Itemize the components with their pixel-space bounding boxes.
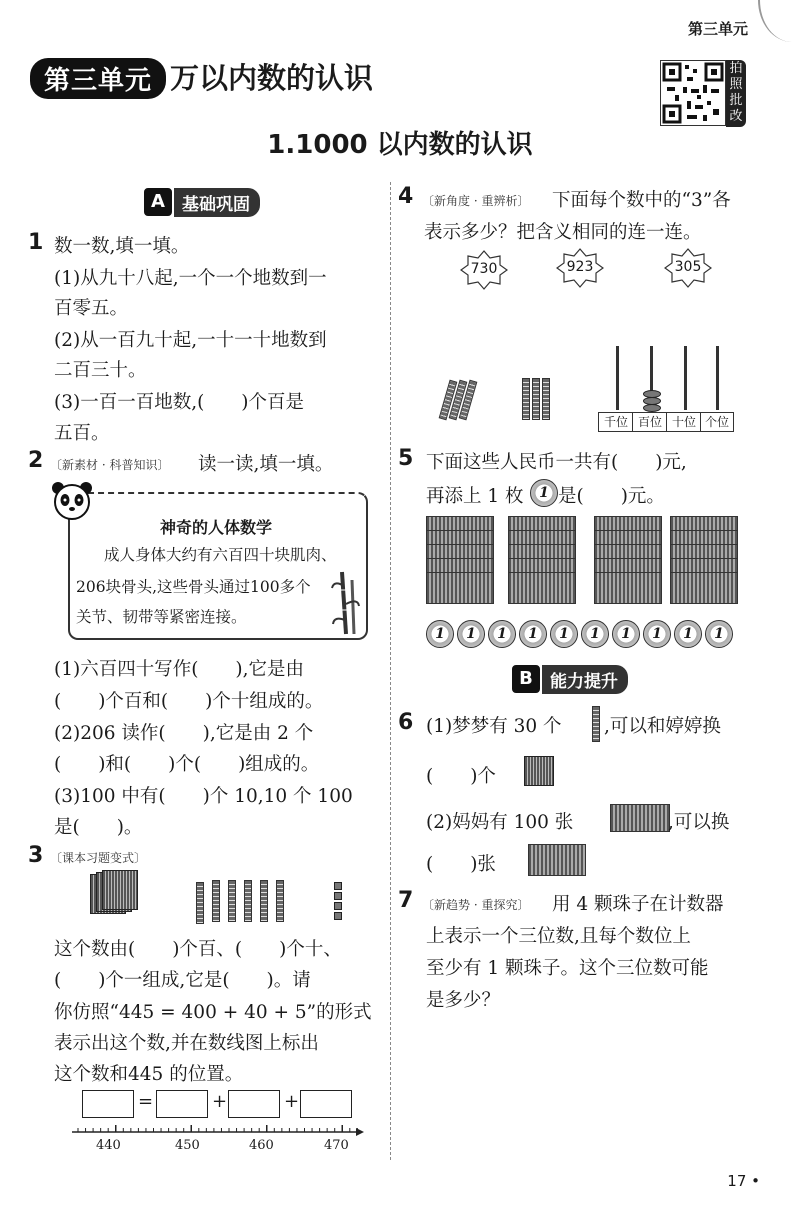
unit-cube xyxy=(334,902,342,910)
scan-grading-tag: 拍照批改 xyxy=(726,60,746,127)
q6-line-2: ( )个 xyxy=(426,766,496,787)
question-2-stem: 读一读,填一填。 xyxy=(198,454,334,475)
lesson-title: 1.1000 以内数的认识 xyxy=(267,130,533,160)
ten-rod xyxy=(196,882,204,924)
q4-line-2: 表示多少？把含义相同的连一连。 xyxy=(424,222,702,243)
question-6-number: 6 xyxy=(398,710,414,735)
q1-line-1: (1)从九十八起,一个一个地数到一 xyxy=(54,268,327,289)
q7-line-2: 上表示一个三位数,且每个数位上 xyxy=(426,926,691,947)
unit-label: 第三单元 xyxy=(687,20,748,38)
q3-line-4: 表示出这个数,并在数线图上标出 xyxy=(54,1033,319,1054)
column-divider xyxy=(390,182,391,1160)
question-1-number: 1 xyxy=(28,230,44,255)
q7-line-1: 用 4 颗珠子在计数器 xyxy=(552,894,724,915)
answer-box-hundreds[interactable] xyxy=(156,1090,208,1118)
q6-line-4: ( )张 xyxy=(426,854,496,875)
bamboo-icon xyxy=(330,570,360,636)
abacus-pole xyxy=(616,346,619,410)
q2-line-3: (2)206 读作( ),它是由 2 个 xyxy=(54,723,314,744)
place-hundreds: 百位 xyxy=(632,412,668,432)
coin-icon: 1 xyxy=(426,620,454,648)
q6-line-3a: (2)妈妈有 100 张 xyxy=(426,812,574,833)
qr-code-icon[interactable] xyxy=(660,60,726,126)
coin-icon: 1 xyxy=(612,620,640,648)
ten-rod xyxy=(228,880,236,922)
section-b-text: 能力提升 xyxy=(542,665,628,694)
page-number: 17 • xyxy=(727,1172,760,1190)
answer-box-number[interactable] xyxy=(82,1090,134,1118)
star-number-923[interactable] xyxy=(556,248,604,288)
q5-line-2a: 再添上 1 枚 xyxy=(426,486,524,507)
q4-line-1: 下面每个数中的“3”各 xyxy=(552,190,731,211)
tick-label-460: 460 xyxy=(249,1138,274,1153)
three-rod-stack[interactable] xyxy=(520,378,554,420)
section-b-letter: B xyxy=(512,665,540,693)
q3-line-1: 这个数由( )个百、( )个十、 xyxy=(54,939,342,960)
question-2-number: 2 xyxy=(28,448,44,473)
one-yuan-coin-icon: 1 xyxy=(530,479,558,507)
question-3-number: 3 xyxy=(28,843,44,868)
plus-sign: + xyxy=(212,1091,228,1112)
plus-sign: + xyxy=(284,1091,300,1112)
q5-line-2b: 是( )元。 xyxy=(558,486,665,507)
coin-icon: 1 xyxy=(519,620,547,648)
ten-rod-icon xyxy=(592,706,600,742)
q2-line-1: (1)六百四十写作( ),它是由 xyxy=(54,659,305,680)
tick-label-450: 450 xyxy=(175,1138,200,1153)
abacus-pole xyxy=(684,346,687,410)
coin-icon: 1 xyxy=(643,620,671,648)
star-number-label: 923 xyxy=(566,259,594,275)
unit-badge: 第三单元 xyxy=(30,58,166,99)
q6-line-3b: ,可以换 xyxy=(668,812,730,833)
abacus-pole xyxy=(716,346,719,410)
q1-line-3: (2)从一百九十起,一十一十地数到 xyxy=(54,330,327,351)
coin-icon: 1 xyxy=(705,620,733,648)
q1-line-6: 五百。 xyxy=(54,423,110,444)
coin-icon: 1 xyxy=(457,620,485,648)
q5-line-1: 下面这些人民币一共有( )元, xyxy=(426,452,687,473)
corner-decoration xyxy=(758,0,794,42)
unit-title: 万以内数的认识 xyxy=(170,61,374,95)
coin-icon: 1 xyxy=(550,620,578,648)
q7-line-3: 至少有 1 颗珠子。这个三位数可能 xyxy=(426,958,709,979)
coin-icon: 1 xyxy=(581,620,609,648)
section-a-tag xyxy=(144,188,260,216)
q6-line-1a: (1)梦梦有 30 个 xyxy=(426,716,562,737)
q6-line-1b: ,可以和婷婷换 xyxy=(604,716,721,737)
question-1-stem: 数一数,填一填。 xyxy=(54,236,190,257)
three-ten-rods[interactable] xyxy=(438,378,478,420)
banknote-stacks xyxy=(426,516,742,606)
unit-cube xyxy=(334,912,342,920)
section-a-letter: A xyxy=(144,188,172,216)
q2-line-6: 是( )。 xyxy=(54,817,143,838)
q1-line-5: (3)一百一百地数,( )个百是 xyxy=(54,392,305,413)
tick-label-440: 440 xyxy=(96,1138,121,1153)
coin-icon: 1 xyxy=(488,620,516,648)
place-ones: 个位 xyxy=(700,412,734,432)
ten-rod xyxy=(522,378,530,420)
tick-label-470: 470 xyxy=(324,1138,349,1153)
question-4-number: 4 xyxy=(398,184,414,209)
q2-line-4: ( )和( )个( )组成的。 xyxy=(54,754,320,775)
unit-cube xyxy=(334,892,342,900)
story-line-3: 关节、韧带等紧密连接。 xyxy=(76,608,247,626)
q2-line-5: (3)100 中有( )个 10,10 个 100 xyxy=(54,786,353,807)
place-thousands: 千位 xyxy=(598,412,634,432)
unit-cube xyxy=(334,882,342,890)
q1-line-4: 二百三十。 xyxy=(54,360,147,381)
section-a-text: 基础巩固 xyxy=(174,188,260,217)
ten-rod xyxy=(244,880,252,922)
place-tens: 十位 xyxy=(666,412,702,432)
panda-icon xyxy=(50,480,94,524)
question-5-number: 5 xyxy=(398,446,414,471)
base-ten-blocks-q3 xyxy=(88,870,348,926)
q3-line-5: 这个数和445 的位置。 xyxy=(54,1064,244,1085)
hundred-flat-icon xyxy=(524,756,554,786)
ten-rod xyxy=(212,880,220,922)
banknote-icon xyxy=(610,804,670,832)
large-banknote-icon xyxy=(528,844,586,876)
ten-rod xyxy=(542,378,550,420)
q7-line-4: 是多少？ xyxy=(426,990,501,1011)
q3-line-3: 你仿照“445 = 400 + 40 + 5”的形式 xyxy=(54,1002,372,1023)
question-3-tag: 〔课本习题变式〕 xyxy=(50,851,147,865)
ten-rod xyxy=(276,880,284,922)
question-2-tag: 〔新素材 · 科普知识〕 xyxy=(50,458,170,472)
question-7-number: 7 xyxy=(398,888,414,913)
equals-sign: = xyxy=(138,1091,154,1112)
answer-box-ones[interactable] xyxy=(300,1090,352,1118)
star-number-730[interactable] xyxy=(460,250,508,290)
answer-box-tens[interactable] xyxy=(228,1090,280,1118)
q1-line-2: 百零五。 xyxy=(54,298,129,319)
ten-rod xyxy=(532,378,540,420)
story-title: 神奇的人体数学 xyxy=(160,518,273,537)
story-line-1: 成人身体大约有六百四十块肌肉、 xyxy=(104,546,337,564)
ten-rod xyxy=(260,880,268,922)
q3-line-2: ( )个一组成,它是( )。请 xyxy=(54,970,311,991)
abacus-bead xyxy=(643,404,661,412)
star-number-label: 730 xyxy=(470,261,498,277)
coin-icon: 1 xyxy=(674,620,702,648)
star-number-305[interactable] xyxy=(664,248,712,288)
question-7-tag: 〔新趋势 · 重探究〕 xyxy=(422,898,530,912)
star-number-label: 305 xyxy=(674,259,702,275)
hundred-flat xyxy=(102,870,138,910)
section-b-tag xyxy=(512,665,628,693)
question-4-tag: 〔新角度 · 重辨析〕 xyxy=(422,194,530,208)
story-line-2: 206块骨头,这些骨头通过100多个 xyxy=(76,578,311,596)
q2-line-2: ( )个百和( )个十组成的。 xyxy=(54,691,324,712)
coin-row xyxy=(426,620,742,650)
